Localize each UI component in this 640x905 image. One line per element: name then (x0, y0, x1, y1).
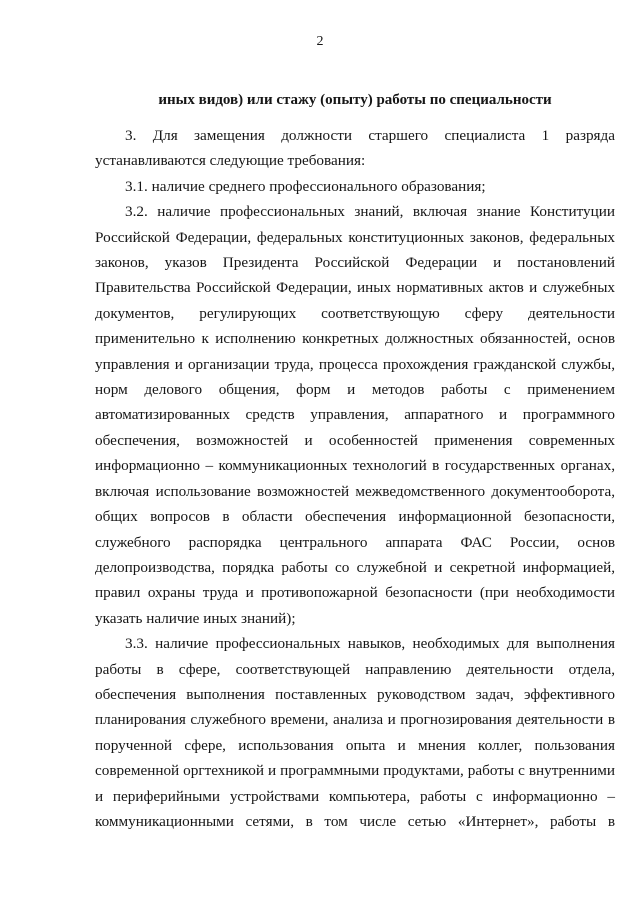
body-line: Российской Федерации, федеральных конституционных законов, федеральных (95, 228, 615, 246)
body-line: служебного распорядка центрального аппарата ФАС России, основ (95, 533, 615, 551)
body-line: законов, указов Президента Российской Федерации и постановлений (95, 254, 615, 272)
body-line: обеспечения выполнения поставленных руководством задач, эффективного (95, 685, 615, 703)
body-line: информационно – коммуникационных технологий в государственных органах, (95, 457, 615, 475)
body-line: 3.1. наличие среднего профессионального образования; (125, 177, 486, 195)
body-line: делопроизводства, порядка работы со служебной и секретной информацией, (95, 558, 615, 576)
body-line: управления и организации труда, процесса прохождения гражданской службы, (95, 355, 615, 373)
body-line: 3.2. наличие профессиональных знаний, включая знание Конституции (125, 203, 615, 221)
page-number: 2 (316, 34, 324, 49)
document-body (95, 123, 615, 834)
body-line: включая использование возможностей межведомственного документооборота, (95, 482, 615, 500)
body-line: указать наличие иных знаний); (95, 609, 296, 627)
body-line: автоматизированных средств управления, аппаратного и программного (95, 406, 615, 424)
section-heading-continuation: иных видов) или стажу (опыту) работы по специальности (158, 92, 552, 108)
body-line: документов, регулирующих соответствующую сферу деятельности (95, 304, 615, 322)
body-line: Правительства Российской Федерации, иных нормативных актов и служебных (95, 279, 615, 297)
body-line: современной оргтехникой и программными продуктами, работы с внутренними (95, 762, 615, 780)
body-line: 3.3. наличие профессиональных навыков, необходимых для выполнения (125, 635, 615, 653)
body-line: порученной сфере, использования опыта и мнения коллег, пользования (95, 736, 615, 754)
body-line: 3. Для замещения должности старшего специалиста 1 разряда (125, 127, 615, 144)
body-line: обеспечения, возможностей и особенностей применения современных (95, 431, 615, 449)
body-line: правил охраны труда и противопожарной безопасности (при необходимости (95, 584, 615, 602)
body-line: коммуникационными сетями, в том числе сетью «Интернет», работы в (95, 812, 615, 830)
body-line: устанавливаются следующие требования: (95, 152, 366, 170)
body-line: работы в сфере, соответствующей направлению деятельности отдела, (95, 660, 615, 678)
body-line: применительно к исполнению конкретных должностных обязанностей, основ (95, 330, 615, 348)
body-line: планирования служебного времени, анализа и прогнозирования деятельности в (95, 711, 615, 729)
body-line: общих вопросов в области обеспечения информационной безопасности, (95, 508, 615, 526)
body-line: и периферийными устройствами компьютера, работы с информационно – (95, 787, 615, 805)
body-line: норм делового общения, форм и методов работы с применением (95, 381, 615, 399)
